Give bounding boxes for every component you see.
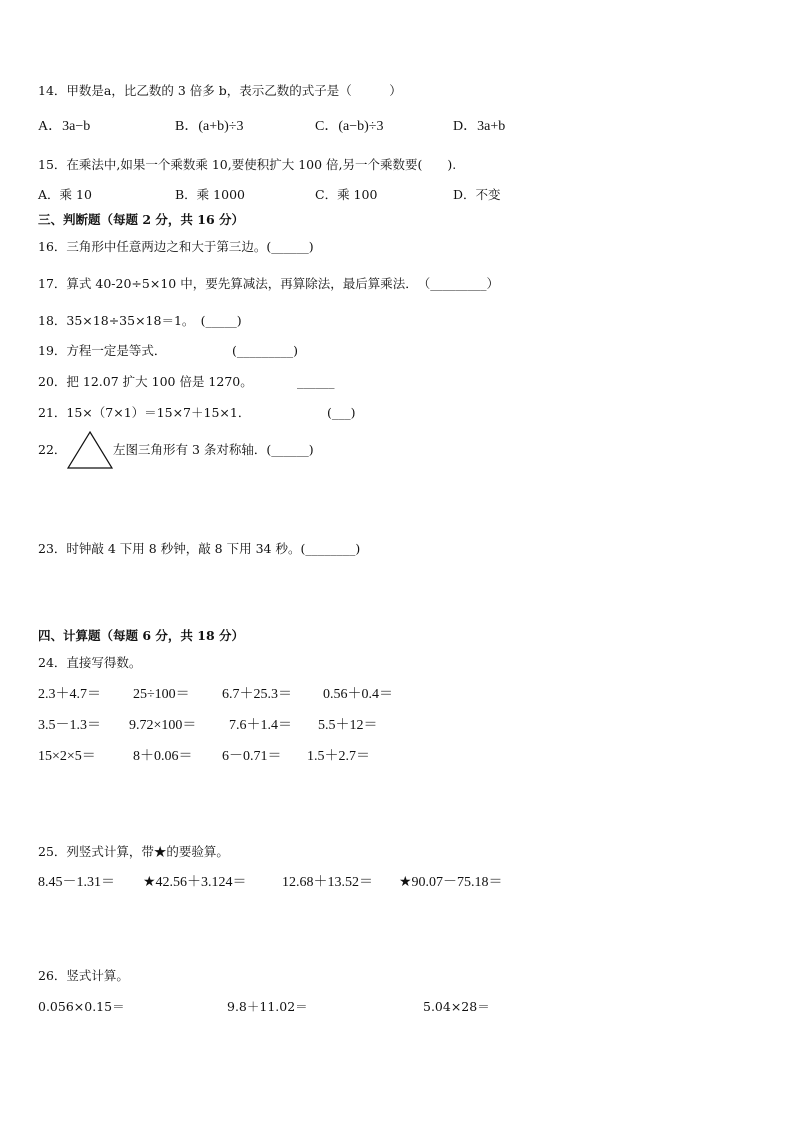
q26-stem: 26．竖式计算。 xyxy=(38,968,129,983)
calc-item: 6.7＋25.3＝ xyxy=(222,687,292,702)
q15-option-c: C．乘 100 xyxy=(315,187,378,202)
calc-item: 0.56＋0.4＝ xyxy=(323,687,393,702)
q19-blank: (_________) xyxy=(232,343,299,358)
q15-option-b: B．乘 1000 xyxy=(175,187,245,202)
q22: 左图三角形有 3 条对称轴．(______) xyxy=(113,442,314,457)
triangle-figure xyxy=(66,430,114,470)
calc-item: 2.3＋4.7＝ xyxy=(38,687,101,702)
vertical-calc-item: 12.68＋13.52＝ xyxy=(282,875,373,890)
q20-blank: ______ xyxy=(297,374,335,389)
calc-item: 3.5－1.3＝ xyxy=(38,718,101,733)
q16: 16．三角形中任意两边之和大于第三边。(______) xyxy=(38,239,314,254)
vertical-calc-item: 9.8＋11.02＝ xyxy=(227,999,308,1014)
q24-stem: 24．直接写得数。 xyxy=(38,655,142,670)
q15-option-d: D．不变 xyxy=(453,187,501,202)
calc-item: 15×2×5＝ xyxy=(38,749,96,764)
vertical-calc-item: ★42.56＋3.124＝ xyxy=(143,875,247,890)
q21: 21．15×（7×1）＝15×7＋15×1． xyxy=(38,405,251,420)
q25-stem: 25．列竖式计算，带★的要验算。 xyxy=(38,844,229,859)
q17: 17．算式 40-20÷5×10 中，要先算减法，再算除法，最后算乘法． （_________） xyxy=(38,276,499,291)
q15-stem: 15．在乘法中,如果一个乘数乘 10,要使积扩大 100 倍,另一个乘数要( ). xyxy=(38,157,457,172)
q15-option-a: A．乘 10 xyxy=(38,187,92,202)
section3-heading: 三、判断题（每题 2 分，共 16 分） xyxy=(38,212,245,227)
calc-item: 7.6＋1.4＝ xyxy=(229,718,292,733)
q14-option-d: D．3a+b xyxy=(453,119,506,134)
q21-blank: (___) xyxy=(327,405,356,420)
calc-item: 25÷100＝ xyxy=(133,687,190,702)
vertical-calc-item: 5.04×28＝ xyxy=(423,999,490,1014)
q14-stem: 14．甲数是a，比乙数的 3 倍多 b，表示乙数的式子是（ ） xyxy=(38,83,402,98)
q14-option-c: C．(a−b)÷3 xyxy=(315,119,384,134)
calc-item: 1.5＋2.7＝ xyxy=(307,749,370,764)
calc-item: 6－0.71＝ xyxy=(222,749,282,764)
vertical-calc-item: 0.056×0.15＝ xyxy=(38,999,125,1014)
q19: 19．方程一定是等式． xyxy=(38,343,167,358)
vertical-calc-item: 8.45－1.31＝ xyxy=(38,875,115,890)
vertical-calc-item: ★90.07－75.18＝ xyxy=(399,875,503,890)
calc-item: 8＋0.06＝ xyxy=(133,749,193,764)
q18: 18．35×18÷35×18＝1。 (_____) xyxy=(38,313,242,328)
section4-heading: 四、计算题（每题 6 分，共 18 分） xyxy=(38,628,245,643)
q23: 23．时钟敲 4 下用 8 秒钟，敲 8 下用 34 秒。(________) xyxy=(38,541,361,556)
calc-item: 5.5＋12＝ xyxy=(318,718,378,733)
calc-item: 9.72×100＝ xyxy=(129,718,197,733)
q14-option-b: B．(a+b)÷3 xyxy=(175,119,244,134)
q14-option-a: A．3a−b xyxy=(38,119,91,134)
q20: 20．把 12.07 扩大 100 倍是 1270。 xyxy=(38,374,253,389)
q22-number: 22． xyxy=(38,442,67,457)
